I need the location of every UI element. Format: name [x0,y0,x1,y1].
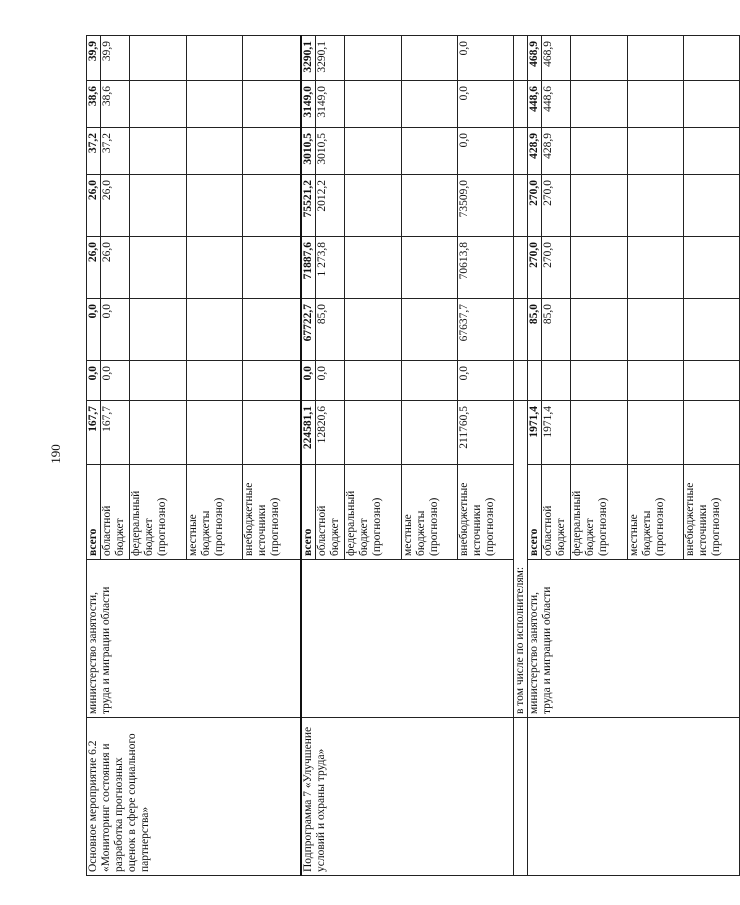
value-cell [243,128,301,175]
value-cell [683,81,739,128]
funding-source-cell: внебюджетные источники (прогнозно) [243,465,301,560]
value-cell [401,128,457,175]
program-cell: Основное мероприятие 6.2 «Мониторинг состояния и разработка прогнозных оценок в сфере социального партнерства» [87,718,301,876]
value-cell [627,36,683,81]
funding-source-cell: всего [527,465,541,560]
funding-source-cell: областной бюджет [315,465,344,560]
table-row [301,36,316,876]
value-cell [344,401,401,465]
value-cell [627,237,683,299]
value-cell [627,175,683,237]
value-cell: 448,6 [527,81,541,128]
value-cell: 167,7 [87,401,101,465]
empty-cell [513,237,527,299]
funding-source-cell: внебюджетные источники (прогнозно) [683,465,739,560]
table-row [527,36,541,876]
value-cell: 26,0 [87,237,101,299]
executor-cell [301,560,514,718]
value-cell [527,361,541,401]
value-cell [570,237,627,299]
funding-source-cell: местные бюджеты (прогнозно) [187,465,243,560]
value-cell [683,361,739,401]
value-cell [187,361,243,401]
value-cell: 26,0 [101,237,130,299]
funding-source-cell: местные бюджеты (прогнозно) [627,465,683,560]
value-cell: 468,9 [527,36,541,81]
value-cell: 3290,1 [315,36,344,81]
value-cell [187,237,243,299]
value-cell: 0,0 [457,361,513,401]
value-cell: 428,9 [527,128,541,175]
value-cell [187,299,243,361]
value-cell [570,36,627,81]
value-cell: 0,0 [457,128,513,175]
value-cell: 38,6 [101,81,130,128]
value-cell: 0,0 [301,361,316,401]
value-cell [627,299,683,361]
value-cell [243,401,301,465]
empty-cell [513,299,527,361]
value-cell: 3010,5 [301,128,316,175]
value-cell [344,36,401,81]
value-cell: 39,9 [87,36,101,81]
value-cell [541,361,570,401]
value-cell [344,299,401,361]
funding-source-cell: всего [87,465,101,560]
value-cell [627,361,683,401]
value-cell [570,401,627,465]
value-cell [130,175,187,237]
value-cell [401,401,457,465]
value-cell [344,175,401,237]
value-cell: 1971,4 [541,401,570,465]
value-cell: 37,2 [101,128,130,175]
empty-cell [513,81,527,128]
value-cell [570,81,627,128]
empty-cell [513,128,527,175]
value-cell: 1 273,8 [315,237,344,299]
value-cell: 211760,5 [457,401,513,465]
value-cell: 0,0 [457,81,513,128]
value-cell: 73509,0 [457,175,513,237]
value-cell [683,175,739,237]
value-cell: 3290,1 [301,36,316,81]
value-cell [401,81,457,128]
value-cell [243,175,301,237]
empty-cell [513,175,527,237]
value-cell [130,36,187,81]
value-cell [401,361,457,401]
value-cell [344,361,401,401]
value-cell: 270,0 [527,175,541,237]
value-cell [401,299,457,361]
value-cell [187,128,243,175]
value-cell [570,175,627,237]
value-cell: 2012,2 [315,175,344,237]
value-cell: 0,0 [87,361,101,401]
value-cell [187,175,243,237]
value-cell: 71887,6 [301,237,316,299]
funding-source-cell: федеральный бюджет (прогнозно) [570,465,627,560]
value-cell [570,299,627,361]
value-cell: 85,0 [527,299,541,361]
value-cell: 85,0 [541,299,570,361]
value-cell: 12820,6 [315,401,344,465]
empty-cell [513,36,527,81]
value-cell: 26,0 [101,175,130,237]
table-row [87,36,101,876]
value-cell: 0,0 [87,299,101,361]
executors-header: в том числе по исполнителям: [513,401,527,718]
page-number: 190 [48,444,63,464]
value-cell: 224581,1 [301,401,316,465]
value-cell: 3149,0 [301,81,316,128]
program-cell: Подпрограмма 7 «Улучшение условий и охраны труда» [301,718,514,876]
value-cell [627,401,683,465]
value-cell: 3149,0 [315,81,344,128]
value-cell: 3010,5 [315,128,344,175]
value-cell: 39,9 [101,36,130,81]
value-cell: 1971,4 [527,401,541,465]
value-cell: 167,7 [101,401,130,465]
value-cell [683,401,739,465]
value-cell: 67722,7 [301,299,316,361]
value-cell [243,361,301,401]
value-cell [130,81,187,128]
value-cell: 75521,2 [301,175,316,237]
funding-source-cell: областной бюджет [101,465,130,560]
funding-source-cell: всего [301,465,316,560]
value-cell [627,128,683,175]
value-cell [344,81,401,128]
value-cell: 428,9 [541,128,570,175]
funding-source-cell: федеральный бюджет (прогнозно) [130,465,187,560]
value-cell: 70613,8 [457,237,513,299]
value-cell: 0,0 [457,36,513,81]
value-cell [344,237,401,299]
value-cell: 85,0 [315,299,344,361]
value-cell [187,81,243,128]
value-cell: 37,2 [87,128,101,175]
value-cell [570,128,627,175]
value-cell: 468,9 [541,36,570,81]
value-cell [683,128,739,175]
value-cell: 270,0 [541,237,570,299]
value-cell: 26,0 [87,175,101,237]
value-cell [243,36,301,81]
value-cell: 448,6 [541,81,570,128]
value-cell: 38,6 [87,81,101,128]
value-cell [683,299,739,361]
value-cell [243,237,301,299]
funding-source-cell: местные бюджеты (прогнозно) [401,465,457,560]
value-cell [243,299,301,361]
value-cell: 0,0 [315,361,344,401]
value-cell [130,128,187,175]
value-cell [683,237,739,299]
value-cell: 0,0 [101,299,130,361]
value-cell: 67637,7 [457,299,513,361]
spacer-cell [513,718,527,876]
value-cell [243,81,301,128]
value-cell [130,401,187,465]
value-cell [401,175,457,237]
funding-source-cell: областной бюджет [541,465,570,560]
value-cell: 0,0 [101,361,130,401]
value-cell [187,401,243,465]
value-cell [130,299,187,361]
value-cell [130,361,187,401]
executor-cell: министерство занятости, труда и миграции области [527,560,739,718]
budget-table [86,35,740,876]
executor-cell: министерство занятости, труда и миграции области [87,560,301,718]
value-cell: 270,0 [541,175,570,237]
value-cell: 270,0 [527,237,541,299]
empty-cell [513,361,527,401]
value-cell [627,81,683,128]
funding-source-cell: федеральный бюджет (прогнозно) [344,465,401,560]
program-cell [527,718,739,876]
value-cell [683,36,739,81]
funding-source-cell: внебюджетные источники (прогнозно) [457,465,513,560]
value-cell [344,128,401,175]
value-cell [187,36,243,81]
value-cell [401,237,457,299]
value-cell [570,361,627,401]
value-cell [401,36,457,81]
value-cell [130,237,187,299]
